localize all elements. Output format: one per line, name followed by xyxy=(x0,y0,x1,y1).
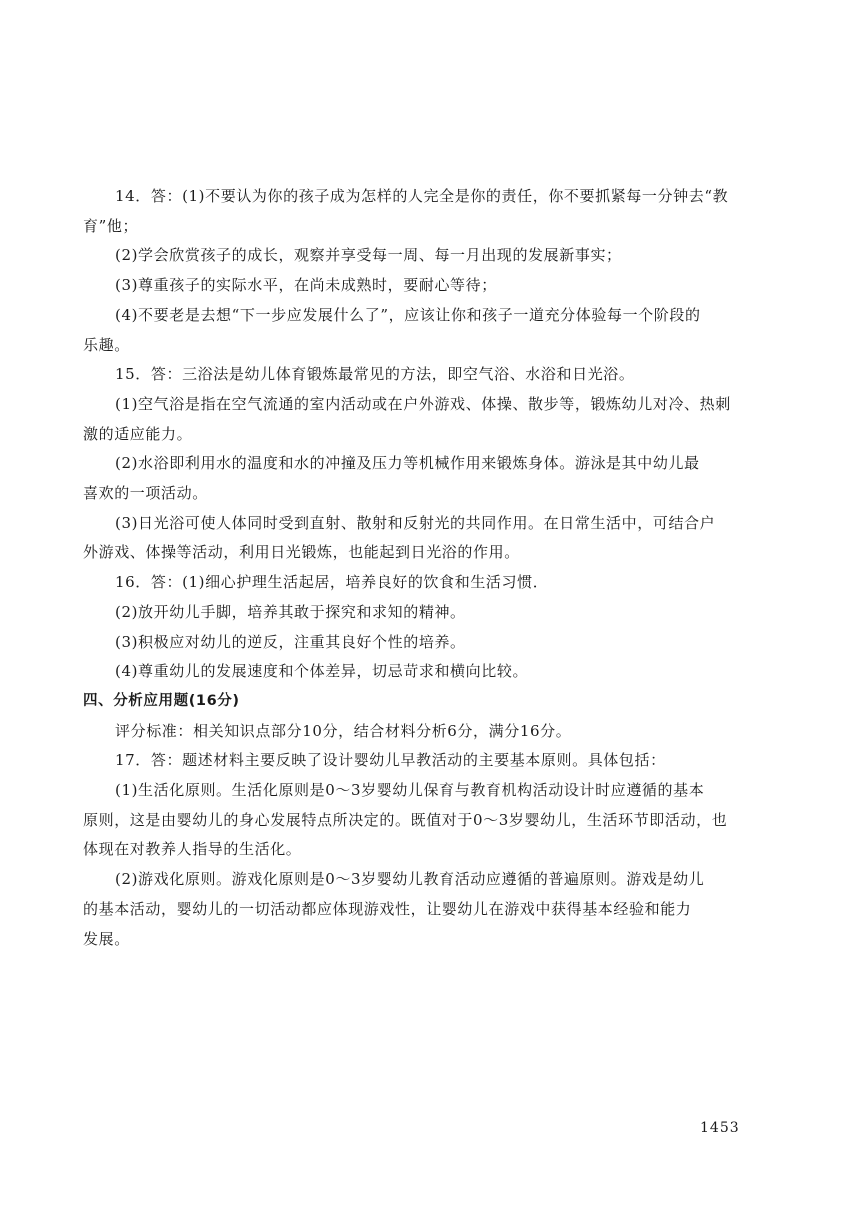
text-line: 育”他； xyxy=(83,216,139,235)
text-line: 发展。 xyxy=(83,929,130,948)
text-line: (3)尊重孩子的实际水平，在尚未成熟时，要耐心等待； xyxy=(115,276,497,295)
section-heading: 四、分析应用题(16分) xyxy=(83,692,240,709)
text-line: (2)放开幼儿手脚，培养其敢于探究和求知的精神。 xyxy=(115,602,466,621)
answer-14-point-2 xyxy=(83,241,755,271)
answer-16-point-4 xyxy=(83,657,755,687)
text-line: (1)生活化原则。生活化原则是0～3岁婴幼儿保育与教育机构活动设计时应遵循的基本 xyxy=(115,781,705,800)
text-line: (3)日光浴可使人体同时受到直射、散射和反射光的共同作用。在日常生活中，可结合户 xyxy=(115,513,716,532)
answer-16-point-2 xyxy=(83,598,755,628)
text-line: 14．答：(1)不要认为你的孩子成为怎样的人完全是你的责任，你不要抓紧每一分钟去“教 xyxy=(115,187,729,205)
text-line: 的基本活动，婴幼儿的一切活动都应体现游戏性，让婴幼儿在游戏中获得基本经验和能力 xyxy=(83,899,692,918)
text-line: 原则，这是由婴幼儿的身心发展特点所决定的。既值对于0～3岁婴幼儿，生活环节即活动，也 xyxy=(83,810,728,829)
text-line: 评分标准：相关知识点部分10分，结合材料分析6分，满分16分。 xyxy=(115,721,572,740)
text-line: (1)空气浴是指在空气流通的室内活动或在户外游戏、体操、散步等，锻炼幼儿对冷、热刺 xyxy=(115,394,731,413)
text-line: (3)积极应对幼儿的逆反，注重其良好个性的培养。 xyxy=(115,632,466,651)
answer-15-point-3 xyxy=(83,509,755,568)
document-body xyxy=(83,182,755,954)
text-line: 外游戏、体操等活动，利用日光锻炼，也能起到日光浴的作用。 xyxy=(83,543,520,562)
answer-17-point-1 xyxy=(83,776,755,865)
answer-17-point-2 xyxy=(83,865,755,954)
text-line: 喜欢的一项活动。 xyxy=(83,484,208,503)
text-line: (2)学会欣赏孩子的成长，观察并享受每一周、每一月出现的发展新事实； xyxy=(115,246,622,265)
text-line: 体现在对教养人指导的生活化。 xyxy=(83,840,302,859)
answer-14-point-3 xyxy=(83,271,755,301)
answer-16-point-3 xyxy=(83,628,755,658)
answer-15-point-2 xyxy=(83,449,755,508)
answer-16 xyxy=(83,568,755,598)
text-line: 乐趣。 xyxy=(83,335,130,354)
text-line: 15．答：三浴法是幼儿体育锻炼最常见的方法，即空气浴、水浴和日光浴。 xyxy=(115,365,635,384)
text-line: 激的适应能力。 xyxy=(83,424,193,443)
text-line: (4)不要老是去想“下一步应发展什么了”，应该让你和孩子一道充分体验每一个阶段的 xyxy=(115,305,701,324)
text-line: 17．答：题述材料主要反映了设计婴幼儿早教活动的主要基本原则。具体包括： xyxy=(115,751,666,770)
text-line: (2)游戏化原则。游戏化原则是0～3岁婴幼儿教育活动应遵循的普遍原则。游戏是幼儿 xyxy=(115,870,705,889)
text-line: (4)尊重幼儿的发展速度和个体差异，切忌苛求和横向比较。 xyxy=(115,662,529,681)
text-line: 16．答：(1)细心护理生活起居，培养良好的饮食和生活习惯． xyxy=(115,573,549,592)
answer-14 xyxy=(83,182,755,241)
answer-15 xyxy=(83,360,755,390)
scoring-criteria xyxy=(83,717,755,747)
text-line: (2)水浴即利用水的温度和水的冲撞及压力等机械作用来锻炼身体。游泳是其中幼儿最 xyxy=(115,454,700,473)
answer-15-point-1 xyxy=(83,390,755,449)
answer-14-point-4 xyxy=(83,301,755,360)
page-number: 1453 xyxy=(700,1120,740,1136)
answer-17 xyxy=(83,746,755,776)
